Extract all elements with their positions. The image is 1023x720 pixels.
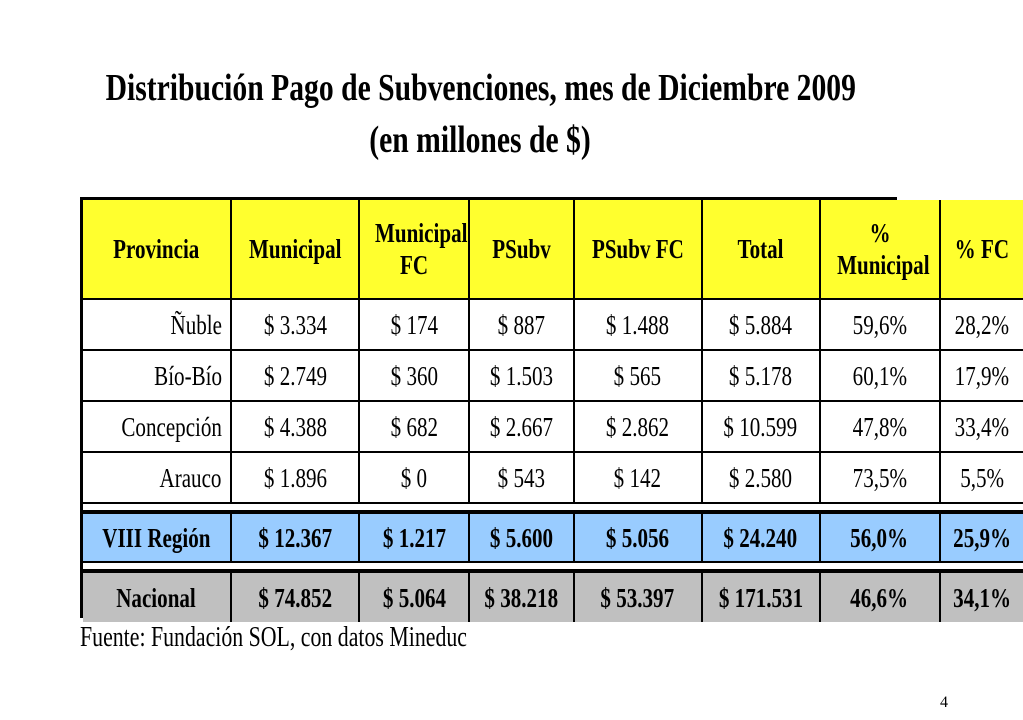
table-frame — [80, 197, 1011, 618]
row-spacer — [83, 504, 1023, 512]
table-cell-text: $ 1.488 — [606, 309, 670, 340]
column-header-text: PSubv — [492, 234, 551, 264]
province-name-text: Ñuble — [170, 309, 222, 340]
table-cell-text: 28,2% — [954, 309, 1009, 340]
table-cell-text: $ 360 — [390, 360, 439, 391]
spacer-cell — [83, 563, 1023, 571]
table-row — [83, 402, 1023, 453]
table-cell-text: 17,9% — [954, 360, 1009, 391]
table-cell — [360, 571, 470, 622]
table-cell-text: $ 2.862 — [606, 411, 670, 442]
column-header-text: Municipal — [248, 234, 342, 264]
table-cell — [575, 300, 703, 351]
table-cell-text: 47,8% — [852, 411, 907, 442]
table-cell-text: 59,6% — [852, 309, 907, 340]
table-cell — [470, 300, 575, 351]
province-name — [83, 351, 232, 402]
table-cell — [941, 571, 1023, 622]
table-cell-text: $ 12.367 — [258, 522, 332, 553]
table-cell-text: $ 5.884 — [729, 309, 793, 340]
table-cell — [575, 512, 703, 563]
table-cell-text: 5,5% — [959, 462, 1004, 493]
table-cell-text: $ 24.240 — [723, 522, 798, 553]
table-cell — [703, 453, 821, 504]
table-cell — [941, 512, 1023, 563]
table-cell — [575, 571, 703, 622]
table-cell-text: $ 74.852 — [258, 582, 332, 613]
column-header — [941, 200, 1023, 300]
table-row — [83, 351, 1023, 402]
table-cell — [360, 402, 470, 453]
table-cell — [470, 512, 575, 563]
column-header — [83, 200, 232, 300]
row-spacer — [83, 563, 1023, 571]
table-cell-text: 33,4% — [954, 411, 1009, 442]
table-cell-text: $ 5.178 — [729, 360, 793, 391]
table-cell-text: 60,1% — [852, 360, 907, 391]
table-cell — [821, 300, 941, 351]
region-row-label-text: VIII Región — [102, 522, 211, 553]
table-cell — [703, 300, 821, 351]
table-cell-text: 56,0% — [850, 522, 909, 553]
table-cell-text: $ 1.217 — [382, 522, 446, 553]
national-row — [83, 571, 1023, 622]
table-cell-text: $ 1.503 — [489, 360, 554, 391]
table-cell — [575, 453, 703, 504]
table-cell — [941, 402, 1023, 453]
table-row — [83, 453, 1023, 504]
subvenciones-table — [83, 200, 1023, 622]
province-name — [83, 453, 232, 504]
spacer-cell — [83, 504, 1023, 512]
table-cell — [941, 453, 1023, 504]
table-cell — [360, 453, 470, 504]
table-cell — [703, 512, 821, 563]
table-cell — [232, 351, 361, 402]
column-header-text: % FC — [954, 234, 1009, 264]
table-cell-text: $ 565 — [614, 360, 662, 391]
column-header-text: PSubv FC — [591, 234, 684, 264]
table-cell-text: 73,5% — [852, 462, 907, 493]
table-cell-text: $ 2.667 — [489, 411, 554, 442]
column-header — [575, 200, 703, 300]
table-cell — [360, 351, 470, 402]
region-row — [83, 512, 1023, 563]
table-cell-text: $ 2.580 — [729, 462, 793, 493]
column-header — [360, 200, 470, 300]
table-cell — [232, 512, 361, 563]
table-cell — [941, 351, 1023, 402]
table-cell — [575, 351, 703, 402]
national-row-label-text: Nacional — [116, 582, 197, 613]
table-cell — [821, 351, 941, 402]
table-cell — [360, 300, 470, 351]
table-cell — [232, 453, 361, 504]
table-cell-text: 46,6% — [850, 582, 909, 613]
table-cell-text: $ 5.064 — [382, 582, 446, 613]
column-header-text: Total — [737, 234, 784, 264]
table-cell-text: $ 38.218 — [484, 582, 559, 613]
table-cell — [470, 453, 575, 504]
table-cell-text: $ 543 — [497, 462, 546, 493]
table-cell-text: $ 142 — [614, 462, 662, 493]
header-row — [83, 200, 1023, 300]
table-cell-text: $ 5.600 — [489, 522, 554, 553]
table-cell-text: $ 1.896 — [263, 462, 327, 493]
province-name-text: Arauco — [159, 462, 222, 493]
table-cell — [470, 351, 575, 402]
column-header — [470, 200, 575, 300]
column-header-text: % Municipal — [836, 218, 930, 280]
table-cell-text: $ 53.397 — [600, 582, 675, 613]
table-cell — [703, 402, 821, 453]
title-line-1: Distribución Pago de Subvenciones, mes de Diciembre 2009 — [105, 67, 856, 109]
column-header-text: Municipal FC — [375, 218, 468, 280]
slide-title — [106, 62, 855, 166]
table-cell — [470, 571, 575, 622]
table-cell — [232, 571, 361, 622]
table-cell — [360, 512, 470, 563]
table-cell-text: $ 682 — [390, 411, 439, 442]
table-cell-text: 25,9% — [952, 522, 1011, 553]
table-cell — [821, 571, 941, 622]
page-number: 4 — [940, 694, 948, 711]
table-cell — [470, 402, 575, 453]
column-header-text: Provincia — [113, 234, 200, 264]
table-row — [83, 300, 1023, 351]
table-cell — [232, 402, 361, 453]
table-cell — [941, 300, 1023, 351]
table-cell — [821, 512, 941, 563]
table-cell — [703, 571, 821, 622]
table-cell-text: $ 10.599 — [723, 411, 798, 442]
table-cell-text: $ 171.531 — [718, 582, 803, 613]
column-header — [703, 200, 821, 300]
title-line-2: (en millones de $) — [369, 119, 591, 161]
province-name — [83, 300, 232, 351]
table-cell — [575, 402, 703, 453]
column-header — [232, 200, 361, 300]
table-cell-text: $ 5.056 — [606, 522, 670, 553]
province-name-text: Concepción — [121, 411, 222, 442]
table-cell-text: $ 4.388 — [263, 411, 327, 442]
source-note: Fuente: Fundación SOL, con datos Mineduc — [80, 622, 468, 653]
table-cell-text: $ 2.749 — [263, 360, 327, 391]
table-cell-text: 34,1% — [952, 582, 1011, 613]
region-row-label — [83, 512, 232, 563]
table-cell-text: $ 3.334 — [263, 309, 327, 340]
table-cell-text: $ 887 — [497, 309, 546, 340]
table-cell — [703, 351, 821, 402]
national-row-label — [83, 571, 232, 622]
table-cell-text: $ 0 — [401, 462, 428, 493]
province-name — [83, 402, 232, 453]
province-name-text: Bío-Bío — [153, 360, 222, 391]
table-cell — [821, 453, 941, 504]
table-cell-text: $ 174 — [390, 309, 439, 340]
table-cell — [232, 300, 361, 351]
column-header — [821, 200, 941, 300]
table-cell — [821, 402, 941, 453]
